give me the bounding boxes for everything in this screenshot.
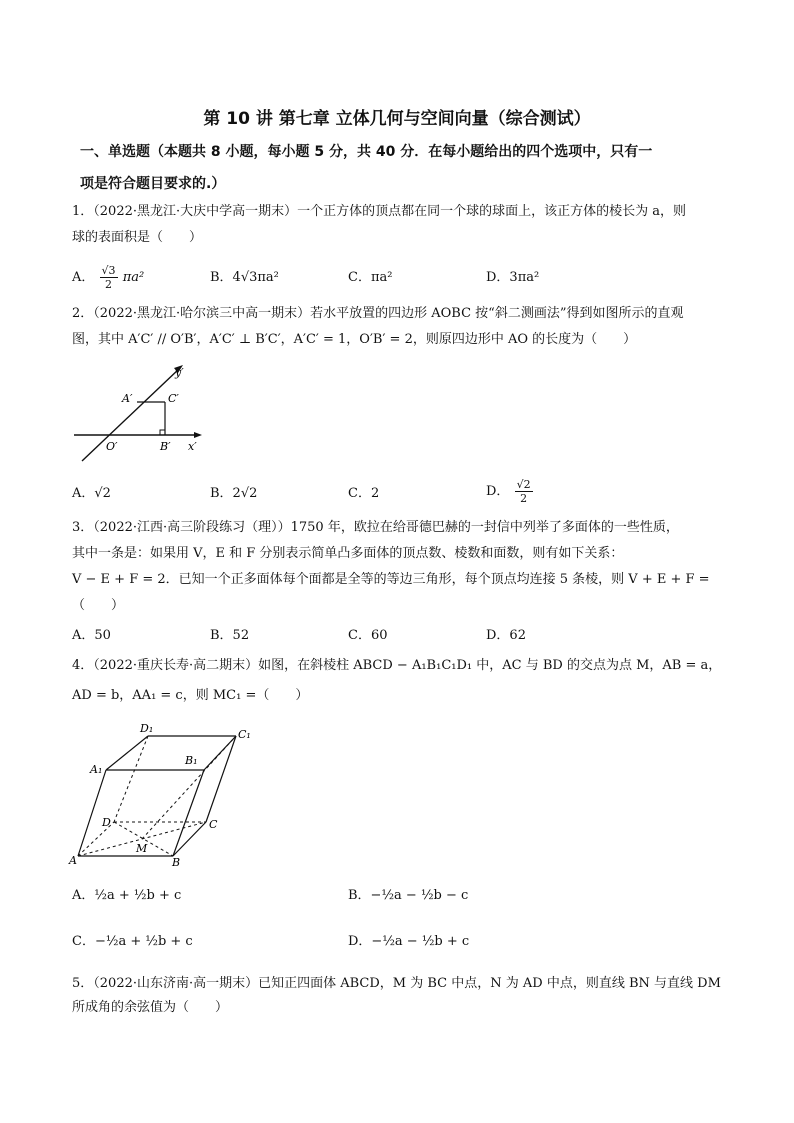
q4-option-a[interactable]: A．½a + ½b + c [72, 888, 182, 903]
label-d: D [102, 816, 111, 829]
q3-stem-line2: 其中一条是：如果用 V，E 和 F 分别表示简单凸多面体的顶点数、棱数和面数，则有如下关系： [72, 546, 624, 561]
label-a: A′ [122, 392, 133, 405]
q3-option-c[interactable]: C．60 [348, 628, 388, 643]
q1-stem-line1: 1．（2022·黑龙江·大庆中学高一期末）一个正方体的顶点都在同一个球的球面上，该正方体的棱长为 a，则 [72, 204, 687, 219]
q3-option-a[interactable]: A．50 [72, 628, 111, 643]
label-a1: A₁ [90, 763, 103, 776]
q2-option-d-fraction: $\frac{√2}{2}$ [516, 478, 531, 505]
label-b: B [172, 856, 181, 868]
label-b: B′ [160, 440, 171, 453]
q1-option-c[interactable]: C．πa² [348, 270, 393, 285]
q2-option-c[interactable]: C．2 [348, 486, 380, 501]
q2-stem-line1: 2．（2022·黑龙江·哈尔滨三中高一期末）若水平放置的四边形 AOBC 按“斜二测画法”得到如图所示的直观 [72, 306, 684, 321]
q3-stem-line3: V − E + F = 2．已知一个正多面体每个面都是全等的等边三角形，每个顶点均连接 5 条棱，则 V + E + F = [72, 572, 710, 587]
q3-stem-line4: （ ） [72, 598, 125, 613]
q1-option-a[interactable]: A． $\frac{√3}{2}$ πa² [72, 264, 145, 291]
label-o: O′ [106, 440, 118, 453]
q4-stem-line1: 4．（2022·重庆长寿·高二期末）如图，在斜棱柱 ABCD − A₁B₁C₁D₁ 中，AC 与 BD 的交点为点 M，AB = a， [72, 658, 722, 673]
section-heading-line1: 一、单选题（本题共 8 小题，每小题 5 分，共 40 分．在每小题给出的四个选项中，只有一 [80, 144, 653, 160]
q4-option-d[interactable]: D．−½a − ½b + c [348, 934, 470, 949]
q2-option-b[interactable]: B．2√2 [210, 486, 258, 501]
q3-option-b[interactable]: B．52 [210, 628, 250, 643]
x-axis-arrow [194, 432, 202, 438]
q5-stem-line1: 5．（2022·山东济南·高一期末）已知正四面体 ABCD，M 为 BC 中点，N 为 AD 中点，则直线 BN 与直线 DM [72, 976, 721, 991]
label-x: x′ [188, 440, 197, 453]
page-title: 第 10 讲 第七章 立体几何与空间向量（综合测试） [203, 109, 591, 129]
q2-option-d[interactable]: D． $\frac{√2}{2}$ [486, 478, 531, 505]
label-c: C [209, 818, 218, 831]
q4-stem-line2: AD = b，AA₁ = c，则 MC₁ =（ ） [72, 688, 309, 703]
section-heading-line2: 项是符合题目要求的.） [80, 176, 226, 192]
label-c: C′ [168, 392, 179, 405]
label-y: y′ [175, 366, 184, 379]
label-d1: D₁ [140, 722, 154, 735]
q2-option-a[interactable]: A．√2 [72, 486, 111, 501]
right-angle-mark [160, 430, 165, 435]
q2-oblique-figure [70, 358, 210, 468]
label-m: M [136, 842, 148, 855]
q1-option-d[interactable]: D．3πa² [486, 270, 540, 285]
q4-option-c[interactable]: C．−½a + ½b + c [72, 934, 193, 949]
q5-stem-line2: 所成角的余弦值为（ ） [72, 1000, 229, 1015]
q3-stem-line1: 3．（2022·江西·高三阶段练习（理））1750 年，欧拉在给哥德巴赫的一封信中列举了多面体的一些性质， [72, 520, 679, 535]
label-b1: B₁ [185, 754, 198, 767]
q1-option-a-fraction: $\frac{√3}{2}$ [101, 264, 116, 291]
q1-option-b[interactable]: B．4√3πa² [210, 270, 279, 285]
q4-option-b[interactable]: B．−½a − ½b − c [348, 888, 469, 903]
q4-prism-figure [68, 718, 258, 868]
label-c1: C₁ [238, 728, 251, 741]
q3-option-d[interactable]: D．62 [486, 628, 526, 643]
q2-stem-line2: 图，其中 A′C′ // O′B′，A′C′ ⊥ B′C′，A′C′ = 1，O′B′ = 2，则原四边形中 AO 的长度为（ ） [72, 332, 637, 347]
label-a: A [69, 854, 77, 867]
q1-stem-line2: 球的表面积是（ ） [72, 230, 203, 245]
